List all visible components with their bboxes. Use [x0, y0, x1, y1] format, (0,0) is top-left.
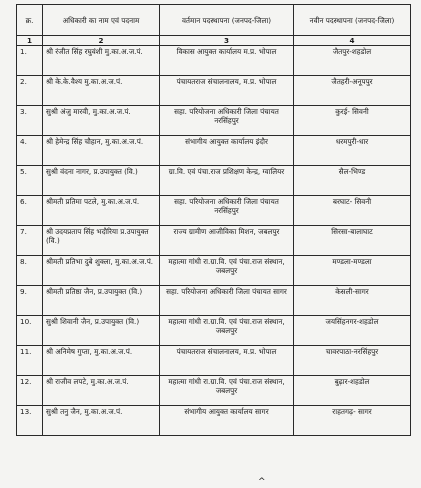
column-number: 1: [17, 36, 43, 46]
column-number: 4: [294, 36, 411, 46]
table-row: [17, 46, 411, 76]
cell-new-posting: सैल-भिण्ड: [294, 166, 411, 196]
header-row: [17, 5, 411, 36]
table-row: [17, 376, 411, 406]
cell-officer: श्री रंजीत सिंह रघुवंशी मु.का.अ.ज.पं.: [43, 46, 160, 76]
cell-serial: 13.: [17, 406, 43, 436]
cell-serial: 2.: [17, 76, 43, 106]
table-row: [17, 106, 411, 136]
cell-current-posting: संभागीय आयुक्त कार्यालय सागर: [160, 406, 294, 436]
table-row: [17, 136, 411, 166]
table-row: [17, 196, 411, 226]
cell-officer: सुश्री वंदना नागर, प्र.उपायुक्त (वि.): [43, 166, 160, 196]
column-number: 3: [160, 36, 294, 46]
cell-serial: 4.: [17, 136, 43, 166]
cell-current-posting: पंचायतराज संचालनालय, म.प्र. भोपाल: [160, 346, 294, 376]
cell-serial: 6.: [17, 196, 43, 226]
cell-new-posting: चावरपाठा-नरसिंहपुर: [294, 346, 411, 376]
cell-serial: 5.: [17, 166, 43, 196]
cell-current-posting: सहा. परियोजना अधिकारी जिला पंचायत नरसिंहपुर: [160, 196, 294, 226]
header-serial: क्र.: [17, 5, 43, 36]
cell-officer: श्रीमती प्रतिष्ठा जैन, प्र.उपायुक्त (वि.): [43, 286, 160, 316]
cell-current-posting: सहा. परियोजना अधिकारी जिला पंचायत सागर: [160, 286, 294, 316]
cell-new-posting: राहतगढ़- सागर: [294, 406, 411, 436]
cell-serial: 8.: [17, 256, 43, 286]
table-body: [17, 46, 411, 436]
stray-mark: ^: [258, 477, 266, 487]
cell-new-posting: जैतपुर-शहडोल: [294, 46, 411, 76]
cell-officer: सुश्री अंजु मारवी, मु.का.अ.ज.पं.: [43, 106, 160, 136]
cell-new-posting: केसली-सागर: [294, 286, 411, 316]
cell-current-posting: राज्य ग्रामीण आजीविका मिशन, जबलपुर: [160, 226, 294, 256]
cell-new-posting: मण्डला-मण्डला: [294, 256, 411, 286]
cell-serial: 11.: [17, 346, 43, 376]
cell-officer: श्री के.के.वैश्य मु.का.अ.ज.पं.: [43, 76, 160, 106]
cell-serial: 12.: [17, 376, 43, 406]
cell-new-posting: सिरसा-बालाघाट: [294, 226, 411, 256]
table-row: [17, 166, 411, 196]
cell-officer: श्री हेमेन्द्र सिंह चौहान, मु.का.अ.ज.पं.: [43, 136, 160, 166]
cell-current-posting: महात्मा गांधी रा.ग्रा.वि. एवं पंचा.राज संस्थान, जबलपुर: [160, 256, 294, 286]
cell-officer: श्री राजीव लपटे, मु.का.अ.ज.पं.: [43, 376, 160, 406]
cell-serial: 3.: [17, 106, 43, 136]
cell-new-posting: जैतहरी-अनूपपुर: [294, 76, 411, 106]
cell-current-posting: संभागीय आयुक्त कार्यालय इंदौर: [160, 136, 294, 166]
table-row: [17, 226, 411, 256]
cell-officer: श्रीमती प्रतिभा दुबे शुक्ला, मु.का.अ.ज.पं.: [43, 256, 160, 286]
header-current-posting: वर्तमान पदस्थापना (जनपद-जिला): [160, 5, 294, 36]
cell-serial: 7.: [17, 226, 43, 256]
column-number-row: [17, 36, 411, 46]
cell-current-posting: महात्मा गांधी रा.ग्रा.वि. एवं पंचा.राज संस्थान, जबलपुर: [160, 316, 294, 346]
cell-current-posting: विकास आयुक्त कार्यालय म.प्र. भोपाल: [160, 46, 294, 76]
cell-officer: श्रीमती प्रतिमा पटले, मु.का.अ.ज.पं.: [43, 196, 160, 226]
table-row: [17, 406, 411, 436]
cell-serial: 10.: [17, 316, 43, 346]
column-number: 2: [43, 36, 160, 46]
posting-table: [16, 4, 411, 436]
cell-serial: 9.: [17, 286, 43, 316]
header-officer: अधिकारी का नाम एवं पदनाम: [43, 5, 160, 36]
cell-officer: श्री उदयप्रताप सिंह भदौरिया प्र.उपायुक्त (वि.): [43, 226, 160, 256]
table-row: [17, 316, 411, 346]
header-new-posting: नवीन पदस्थापना (जनपद-जिला): [294, 5, 411, 36]
cell-new-posting: धरमपुरी-धार: [294, 136, 411, 166]
table-row: [17, 286, 411, 316]
cell-officer: सुश्री शिवानी जैन, प्र.उपायुक्त (वि.): [43, 316, 160, 346]
cell-current-posting: ग्रा.वि. एवं पंचा.राज प्रशिक्षण केन्द्र, ग्वालियर: [160, 166, 294, 196]
cell-new-posting: बुढ़ार-शहडोल: [294, 376, 411, 406]
table-row: [17, 76, 411, 106]
cell-current-posting: महात्मा गांधी रा.ग्रा.वि. एवं पंचा.राज संस्थान, जबलपुर: [160, 376, 294, 406]
cell-current-posting: पंचायतराज संचालनालय, म.प्र. भोपाल: [160, 76, 294, 106]
cell-new-posting: बरघाट- सिवनी: [294, 196, 411, 226]
table-row: [17, 346, 411, 376]
table-row: [17, 256, 411, 286]
cell-new-posting: जयसिंहनगर-शहडोल: [294, 316, 411, 346]
cell-officer: सुश्री तनु जैन, मु.का.अ.ज.पं.: [43, 406, 160, 436]
cell-new-posting: कुरई- सिवनी: [294, 106, 411, 136]
cell-current-posting: सहा. परियोजना अधिकारी जिला पंचायत नरसिंहपुर: [160, 106, 294, 136]
cell-officer: श्री अनिमेष गुप्ता, मु.का.अ.ज.पं.: [43, 346, 160, 376]
cell-serial: 1.: [17, 46, 43, 76]
